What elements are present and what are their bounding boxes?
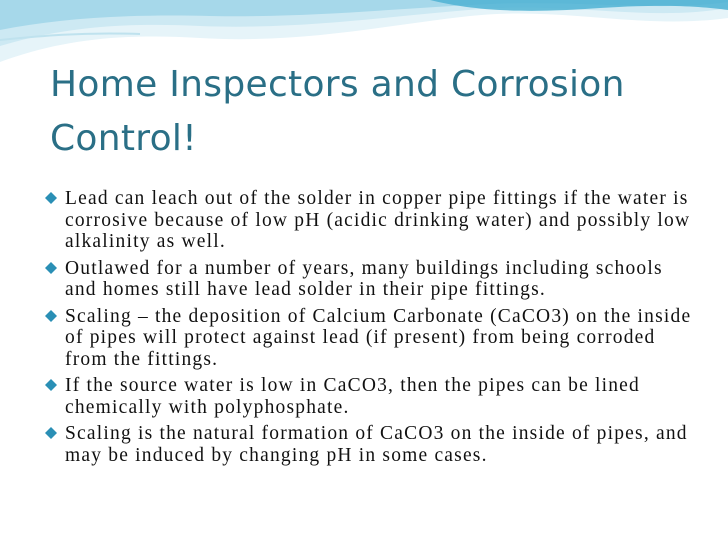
bullet-item: [0, 188, 700, 253]
bullet-item: [0, 306, 700, 371]
diamond-bullet-icon: [43, 260, 59, 276]
bullet-text: Lead can leach out of the solder in copper pipe fittings if the water is corrosive because of low pH (acidic drinking water) and possibly low alkalinity as well.: [65, 188, 691, 252]
diamond-bullet-icon: [43, 377, 59, 393]
slide-title: Home Inspectors and Corrosion Control!: [50, 64, 625, 159]
diamond-bullet-icon: [43, 308, 59, 324]
bullet-list: [0, 188, 700, 471]
bullet-text: If the source water is low in CaCO3, then the pipes can be lined chemically with polyphosphate.: [65, 375, 640, 418]
bullet-text: Scaling is the natural formation of CaCO3 on the inside of pipes, and may be induced by changing pH in some cases.: [65, 423, 688, 466]
bullet-text: Scaling – the deposition of Calcium Carbonate (CaCO3) on the inside of pipes will protect against lead (if present) from being corroded from the fittings.: [65, 305, 692, 370]
bullet-text: Outlawed for a number of years, many buildings including schools and homes still have lead solder in their pipe fittings.: [65, 257, 663, 300]
diamond-bullet-icon: [43, 425, 59, 441]
bullet-item: [0, 375, 700, 418]
bullet-item: [0, 258, 700, 301]
bullet-item: [0, 423, 700, 466]
diamond-bullet-icon: [43, 190, 59, 206]
